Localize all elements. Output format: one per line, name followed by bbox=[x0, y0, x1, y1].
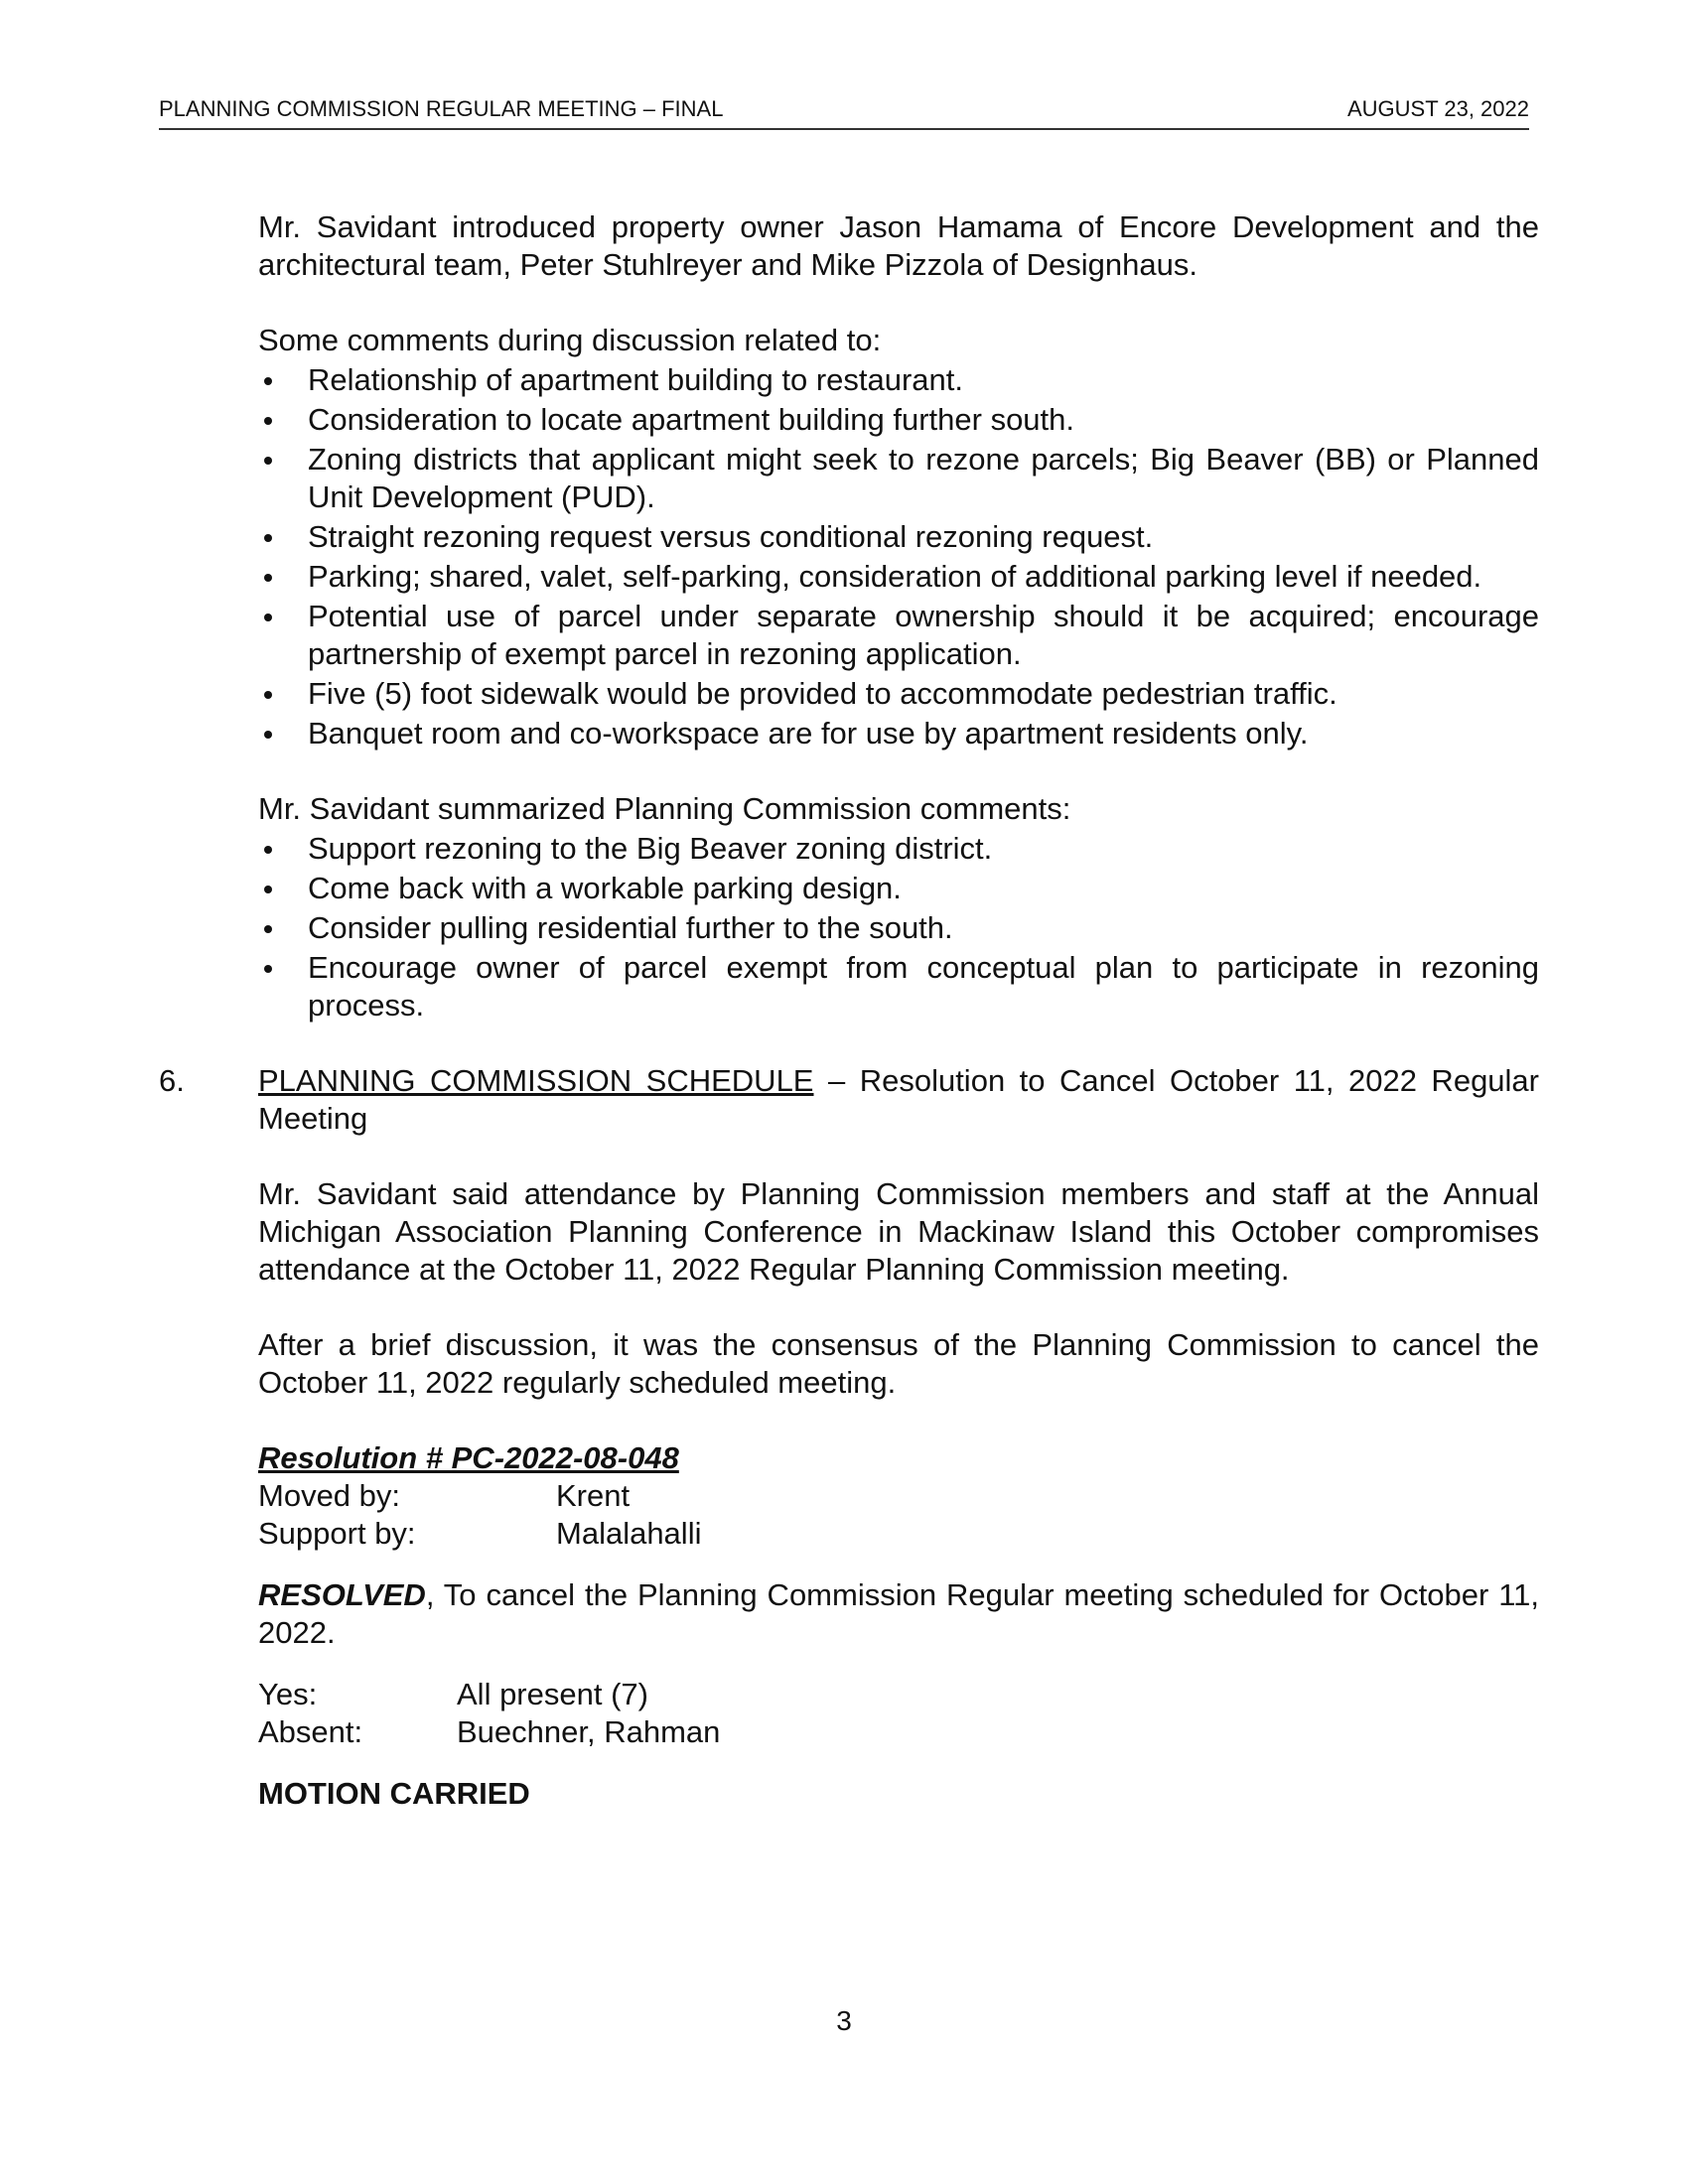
list-item: Potential use of parcel under separate ownership should it be acquired; encourage partnership of exempt parcel in rezoning application. bbox=[258, 598, 1539, 673]
page-content bbox=[159, 208, 1539, 1813]
bullet-icon bbox=[264, 886, 272, 893]
resolution-title: Resolution # PC-2022-08-048 bbox=[258, 1440, 679, 1475]
moved-by-row bbox=[258, 1477, 1539, 1515]
bullet-icon bbox=[264, 457, 272, 465]
bullet-icon bbox=[264, 377, 272, 385]
section-title-rest: – Resolution to Cancel October 11, 2022 Regular Meeting bbox=[258, 1063, 1539, 1136]
list-item: Zoning districts that applicant might seek to rezone parcels; Big Beaver (BB) or Planned Unit Development (PUD). bbox=[258, 441, 1539, 516]
list-item: Banquet room and co-workspace are for use by apartment residents only. bbox=[258, 715, 1539, 752]
list-item: Come back with a workable parking design. bbox=[258, 870, 1539, 907]
yes-row bbox=[258, 1676, 1539, 1713]
list-item: Relationship of apartment building to restaurant. bbox=[258, 361, 1539, 399]
bullet-icon bbox=[264, 534, 272, 542]
list-item: Consideration to locate apartment building further south. bbox=[258, 401, 1539, 439]
discussion-list bbox=[258, 361, 1539, 752]
bullet-icon bbox=[264, 731, 272, 739]
bullet-icon bbox=[264, 691, 272, 699]
section-6 bbox=[159, 1062, 1539, 1138]
bullet-icon bbox=[264, 965, 272, 973]
moved-by-value: Krent bbox=[556, 1478, 631, 1513]
resolved-paragraph bbox=[258, 1576, 1539, 1652]
list-item: Parking; shared, valet, self-parking, consideration of additional parking level if needed. bbox=[258, 558, 1539, 596]
support-by-row bbox=[258, 1515, 1539, 1553]
yes-label: Yes: bbox=[258, 1677, 318, 1711]
section-title-underlined: PLANNING COMMISSION SCHEDULE bbox=[258, 1063, 814, 1098]
list-item: Encourage owner of parcel exempt from conceptual plan to participate in rezoning process. bbox=[258, 949, 1539, 1024]
list-item: Straight rezoning request versus conditional rezoning request. bbox=[258, 518, 1539, 556]
bullet-icon bbox=[264, 417, 272, 425]
header-title: PLANNING COMMISSION REGULAR MEETING – FINAL bbox=[159, 96, 724, 121]
resolved-text: , To cancel the Planning Commission Regular meeting scheduled for October 11, 2022. bbox=[258, 1577, 1539, 1650]
list-item: Five (5) foot sidewalk would be provided to accommodate pedestrian traffic. bbox=[258, 675, 1539, 713]
header-date: AUGUST 23, 2022 bbox=[1346, 96, 1529, 121]
support-by-label: Support by: bbox=[258, 1516, 416, 1551]
bullet-icon bbox=[264, 574, 272, 582]
list-item: Consider pulling residential further to the south. bbox=[258, 909, 1539, 947]
bullet-icon bbox=[264, 614, 272, 621]
section-title bbox=[258, 1062, 1539, 1138]
page-number: 3 bbox=[836, 2005, 852, 2036]
page-header bbox=[159, 96, 1529, 130]
summary-list bbox=[258, 830, 1539, 1024]
list-item: Support rezoning to the Big Beaver zoning district. bbox=[258, 830, 1539, 868]
bullet-icon bbox=[264, 846, 272, 854]
intro-paragraph: Mr. Savidant introduced property owner Jason Hamama of Encore Development and the architectural team, Peter Stuhlreyer and Mike Pizzola of Designhaus. bbox=[258, 209, 1539, 282]
yes-value: All present (7) bbox=[457, 1677, 648, 1711]
motion-carried: MOTION CARRIED bbox=[258, 1776, 530, 1811]
bullet-icon bbox=[264, 925, 272, 933]
section-6-paragraph-2: After a brief discussion, it was the consensus of the Planning Commission to cancel the October 11, 2022 regularly scheduled meeting. bbox=[258, 1327, 1539, 1400]
support-by-value: Malalahalli bbox=[556, 1516, 702, 1551]
summary-heading: Mr. Savidant summarized Planning Commission comments: bbox=[258, 791, 1071, 826]
resolved-word: RESOLVED bbox=[258, 1577, 426, 1612]
moved-by-label: Moved by: bbox=[258, 1478, 401, 1513]
absent-row bbox=[258, 1713, 1539, 1751]
section-number: 6. bbox=[159, 1063, 185, 1098]
absent-value: Buechner, Rahman bbox=[457, 1714, 721, 1749]
discussion-heading: Some comments during discussion related to: bbox=[258, 323, 882, 357]
section-6-paragraph-1: Mr. Savidant said attendance by Planning Commission members and staff at the Annual Michigan Association Planning Conference in Mackinaw Island this October compromises attendance at the October 11, 2022 Regular Planning Commission meeting. bbox=[258, 1176, 1539, 1287]
absent-label: Absent: bbox=[258, 1714, 363, 1749]
